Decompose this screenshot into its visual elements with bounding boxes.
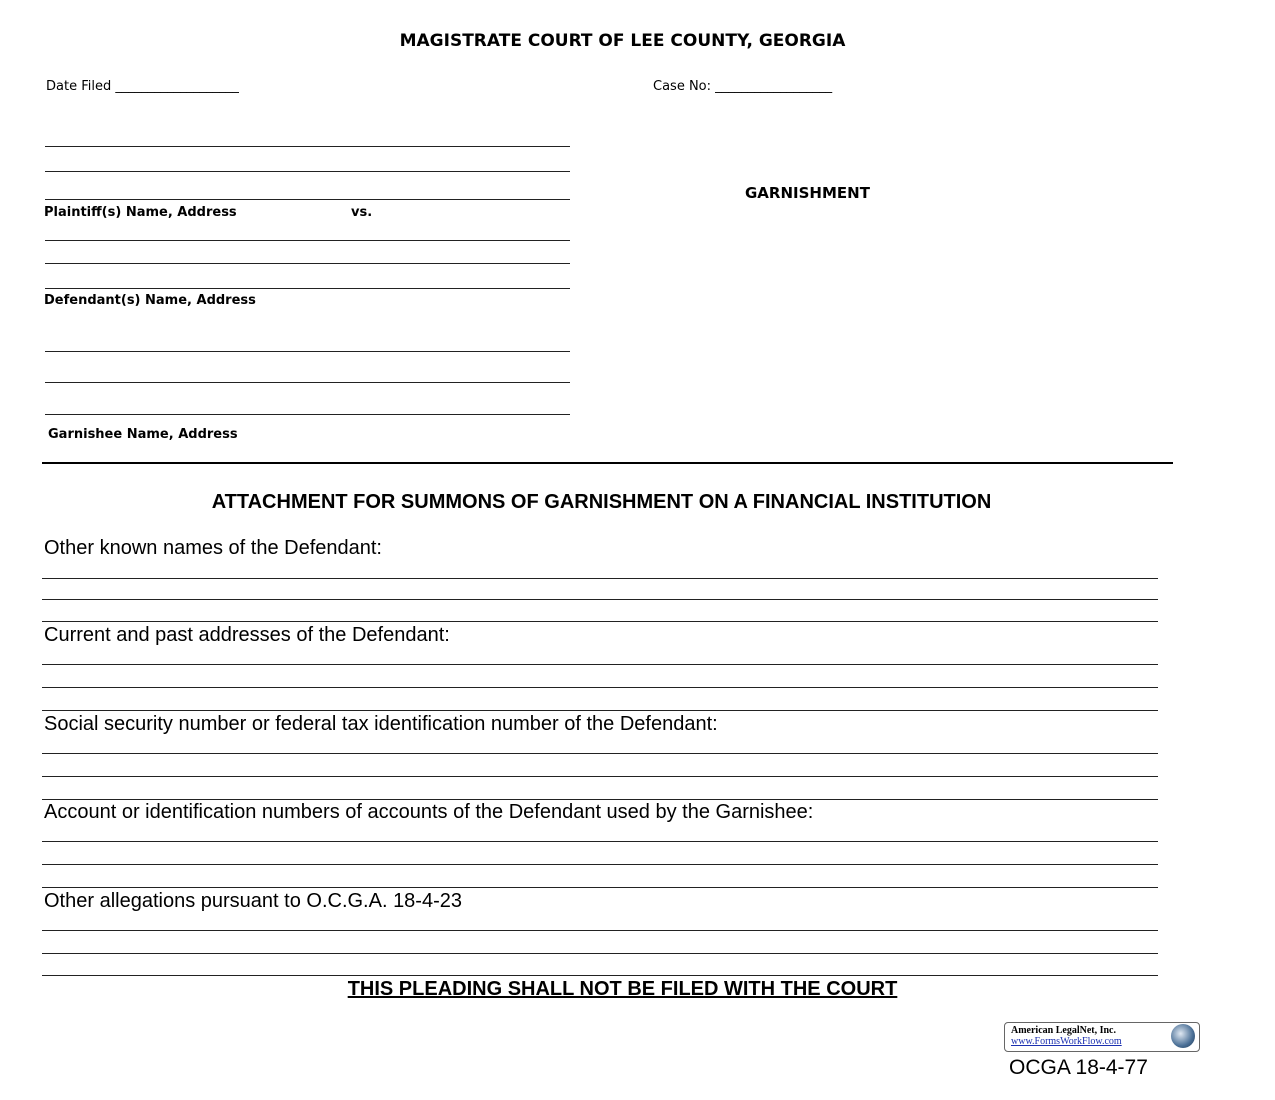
garnishee-line (45, 351, 570, 352)
blank-line (42, 975, 1158, 976)
field-label-allegations: Other allegations pursuant to O.C.G.A. 18-4-23 (44, 890, 462, 912)
defendant-line (45, 240, 570, 241)
court-title: MAGISTRATE COURT OF LEE COUNTY, GEORGIA (399, 31, 846, 51)
plaintiff-line (45, 171, 570, 172)
vs-label: vs. (351, 205, 373, 220)
blank-line (42, 687, 1158, 688)
defendant-line (45, 288, 570, 289)
blank-line (42, 953, 1158, 954)
garnishee-label: Garnishee Name, Address (48, 427, 238, 442)
filing-notice: THIS PLEADING SHALL NOT BE FILED WITH THE COURT (347, 978, 898, 1000)
field-label-accounts: Account or identification numbers of accounts of the Defendant used by the Garnishee: (44, 801, 814, 823)
blank-line (42, 621, 1158, 622)
section-divider (42, 462, 1173, 464)
blank-line (42, 599, 1158, 600)
field-label-addresses: Current and past addresses of the Defendant: (44, 624, 450, 646)
defendant-line (45, 263, 570, 264)
form-type: GARNISHMENT (745, 184, 870, 202)
blank-line (42, 578, 1158, 579)
blank-line (42, 864, 1158, 865)
case-no-field: Case No: __________________ (653, 79, 833, 94)
blank-line (42, 664, 1158, 665)
attachment-heading: ATTACHMENT FOR SUMMONS OF GARNISHMENT ON A FINANCIAL INSTITUTION (211, 491, 992, 513)
american-legalnet-logo[interactable] (1004, 1022, 1200, 1052)
plaintiff-line (45, 146, 570, 147)
garnishee-line (45, 414, 570, 415)
plaintiff-line (45, 199, 570, 200)
statute-code: OCGA 18-4-77 (1009, 1056, 1148, 1079)
logo-company: American LegalNet, Inc. (1011, 1025, 1116, 1036)
blank-line (42, 753, 1158, 754)
field-label-other-names: Other known names of the Defendant: (44, 537, 382, 559)
blank-line (42, 710, 1158, 711)
field-label-ssn: Social security number or federal tax identification number of the Defendant: (44, 713, 718, 735)
globe-icon (1171, 1024, 1195, 1048)
blank-line (42, 776, 1158, 777)
garnishee-line (45, 382, 570, 383)
blank-line (42, 930, 1158, 931)
blank-line (42, 841, 1158, 842)
blank-line (42, 799, 1158, 800)
date-filed-field: Date Filed ___________________ (46, 79, 239, 94)
plaintiff-label: Plaintiff(s) Name, Address (44, 205, 237, 220)
blank-line (42, 887, 1158, 888)
logo-url[interactable]: www.FormsWorkFlow.com (1011, 1036, 1122, 1047)
defendant-label: Defendant(s) Name, Address (44, 293, 256, 308)
